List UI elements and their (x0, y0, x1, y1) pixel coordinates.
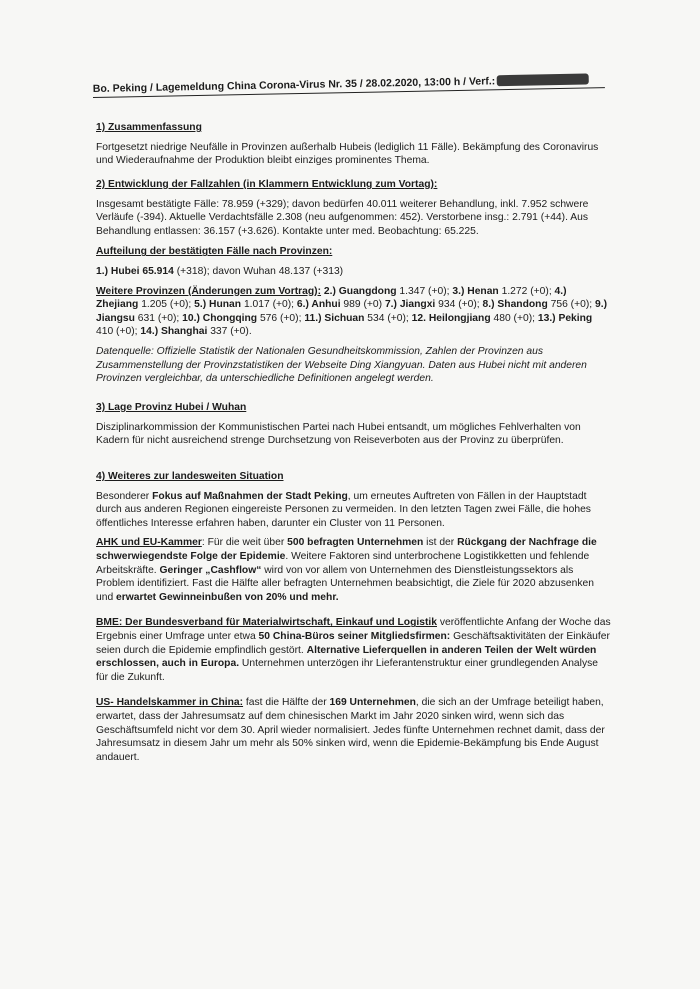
cases-text: Insgesamt bestätigte Fälle: 78.959 (+329); davon bedürfen 40.011 weiterer Behandlung, inkl. 7.952 schwere Verläufe (-394). Aktuelle Verdachtsfälle 2.308 (neu aufgenommen: 452). Verstorbene insg.: 2.791 (+44). Aus Behandlung entlassen: 36.157 (+3.626). Kontakte unter med. Beobachtung: 65.225. (96, 198, 589, 237)
province-item: 13.) Peking 410 (+0); (96, 312, 593, 338)
province-item: 11.) Sichuan 534 (+0); (304, 312, 412, 324)
national-p1: Besonderer Fokus auf Maßnahmen der Stadt Peking, um erneutes Auftreten von Fällen in der Hauptstadt durch aus anderen Regionen eingereiste Personen zu vermeiden. In den letzten Tagen zwei Fälle, die hohes öffentliches Interesse erfahren haben, darunter ein Cluster von 11 Personen. (96, 490, 591, 529)
national-p2-ahk: AHK und EU-Kammer: Für die weit über 500 befragten Unternehmen ist der Rückgang der Nachfrage die schwerwiegendste Folge der Epidemie. Weitere Faktoren sind unterbrochene Logistikketten und fehlende Arbeitskräfte. Geringer „Cashflow“ wird von vor allem von Unternehmen des Dienstleistungssektors als Problem identifiziert. Fast die Hälfte aller befragten Unternehmen beabsichtigt, die Ziele für 2020 abzusenken und erwartet Gewinneinbußen von 20% und mehr. (96, 537, 597, 603)
hubei-rest: (+318); davon Wuhan 48.137 (+313) (173, 265, 344, 277)
heading-cases: 2) Entwicklung der Fallzahlen (in Klammern Entwicklung zum Vortag): (96, 179, 438, 190)
report-header (93, 73, 605, 98)
province-item: 8.) Shandong 756 (+0); (482, 299, 595, 311)
heading-summary: 1) Zusammenfassung (96, 122, 202, 133)
province-item: 10.) Chongqing 576 (+0); (182, 312, 305, 324)
hubei-line (96, 265, 611, 279)
heading-other-provinces: Weitere Provinzen (Änderungen zum Vortrag): (96, 285, 322, 297)
province-item: 3.) Henan 1.272 (+0); (452, 285, 555, 297)
hubei-num: 1.) (96, 265, 111, 277)
hubei-text: Disziplinarkommission der Kommunistischen Partei nach Hubei entsandt, um mögliches Fehlverhalten von Kadern für nicht ausreichend strenge Durchsetzung von Reiseverboten aus der Provinz zu überprüfen. (96, 421, 581, 447)
national-p4-us: US- Handelskammer in China: fast die Hälfte der 169 Unternehmen, die sich an der Umfrage beteiligt haben, erwartet, dass der Jahresumsatz auf dem chinesischen Markt im Jahr 2020 sinken wird, wenn sich das Geschäftsumfeld nicht vor dem 30. April wieder normalisiert. Jedes fünfte Unternehmen rechnet damit, dass der Jahresumsatz in diesem Jahr um mehr als 50% sinken wird, wenn die Epidemie-Bekämpfung bis Ende August andauert. (96, 697, 605, 763)
data-source-note: Datenquelle: Offizielle Statistik der Nationalen Gesundheitskommission, Zahlen der Provinzen aus Zusammenstellung der Provinzstatistiken der Webseite Ding Xiangyuan. Daten aus Hubei nicht mit anderen Provinzen vergleichbar, da unterschiedliche Definitionen angelegt werden. (96, 345, 587, 385)
province-item: 14.) Shanghai 337 (+0). (140, 326, 252, 338)
province-item: 9.) Jiangsu 631 (+0); (96, 299, 608, 324)
header-title: Bo. Peking / Lagemeldung China Corona-Virus Nr. 35 / 28.02.2020, 13:00 h / Verf.: (92, 75, 496, 96)
section-hubei (96, 401, 611, 448)
heading-national: 4) Weiteres zur landesweiten Situation (96, 471, 284, 482)
section-national (96, 470, 611, 764)
heading-provinces: Aufteilung der bestätigten Fälle nach Provinzen: (96, 246, 333, 258)
province-item: 4.) Zhejiang 1.205 (+0); (96, 285, 567, 311)
heading-hubei: 3) Lage Provinz Hubei / Wuhan (96, 402, 247, 413)
section-cases (96, 178, 611, 386)
province-item: 2.) Guangdong 1.347 (+0); (323, 285, 453, 297)
province-item: 6.) Anhui 989 (+0) (296, 299, 385, 311)
provinces-paragraph (96, 285, 611, 339)
province-item: 5.) Hunan 1.017 (+0); (194, 299, 297, 311)
redaction-box (497, 73, 589, 86)
province-item: 7.) Jiangxi 934 (+0); (384, 299, 483, 311)
national-p3-bme: BME: Der Bundesverband für Materialwirtschaft, Einkauf und Logistik veröffentlichte Anfang der Woche das Ergebnis einer Umfrage unter etwa 50 China-Büros seiner Mitgliedsfirmen: Geschäftsaktivitäten der Einkäufer seien durch die Epidemie empfindlich gestört. Alternative Lieferquellen in anderen Teilen der Welt würden erschlossen, auch in Europa. Unternehmen unterzögen ihr Lieferantenstruktur einer grundlegenden Analyse für die Zukunft. (96, 617, 611, 683)
province-item: 12. Heilongjiang 480 (+0); (411, 312, 538, 324)
section-summary (96, 121, 611, 168)
hubei-name: Hubei 65.914 (110, 265, 174, 277)
summary-text: Fortgesetzt niedrige Neufälle in Provinzen außerhalb Hubeis (lediglich 11 Fälle). Bekämpfung des Coronavirus und Wiederaufnahme der Produktion bleibt einziges prominentes Thema. (96, 141, 599, 167)
